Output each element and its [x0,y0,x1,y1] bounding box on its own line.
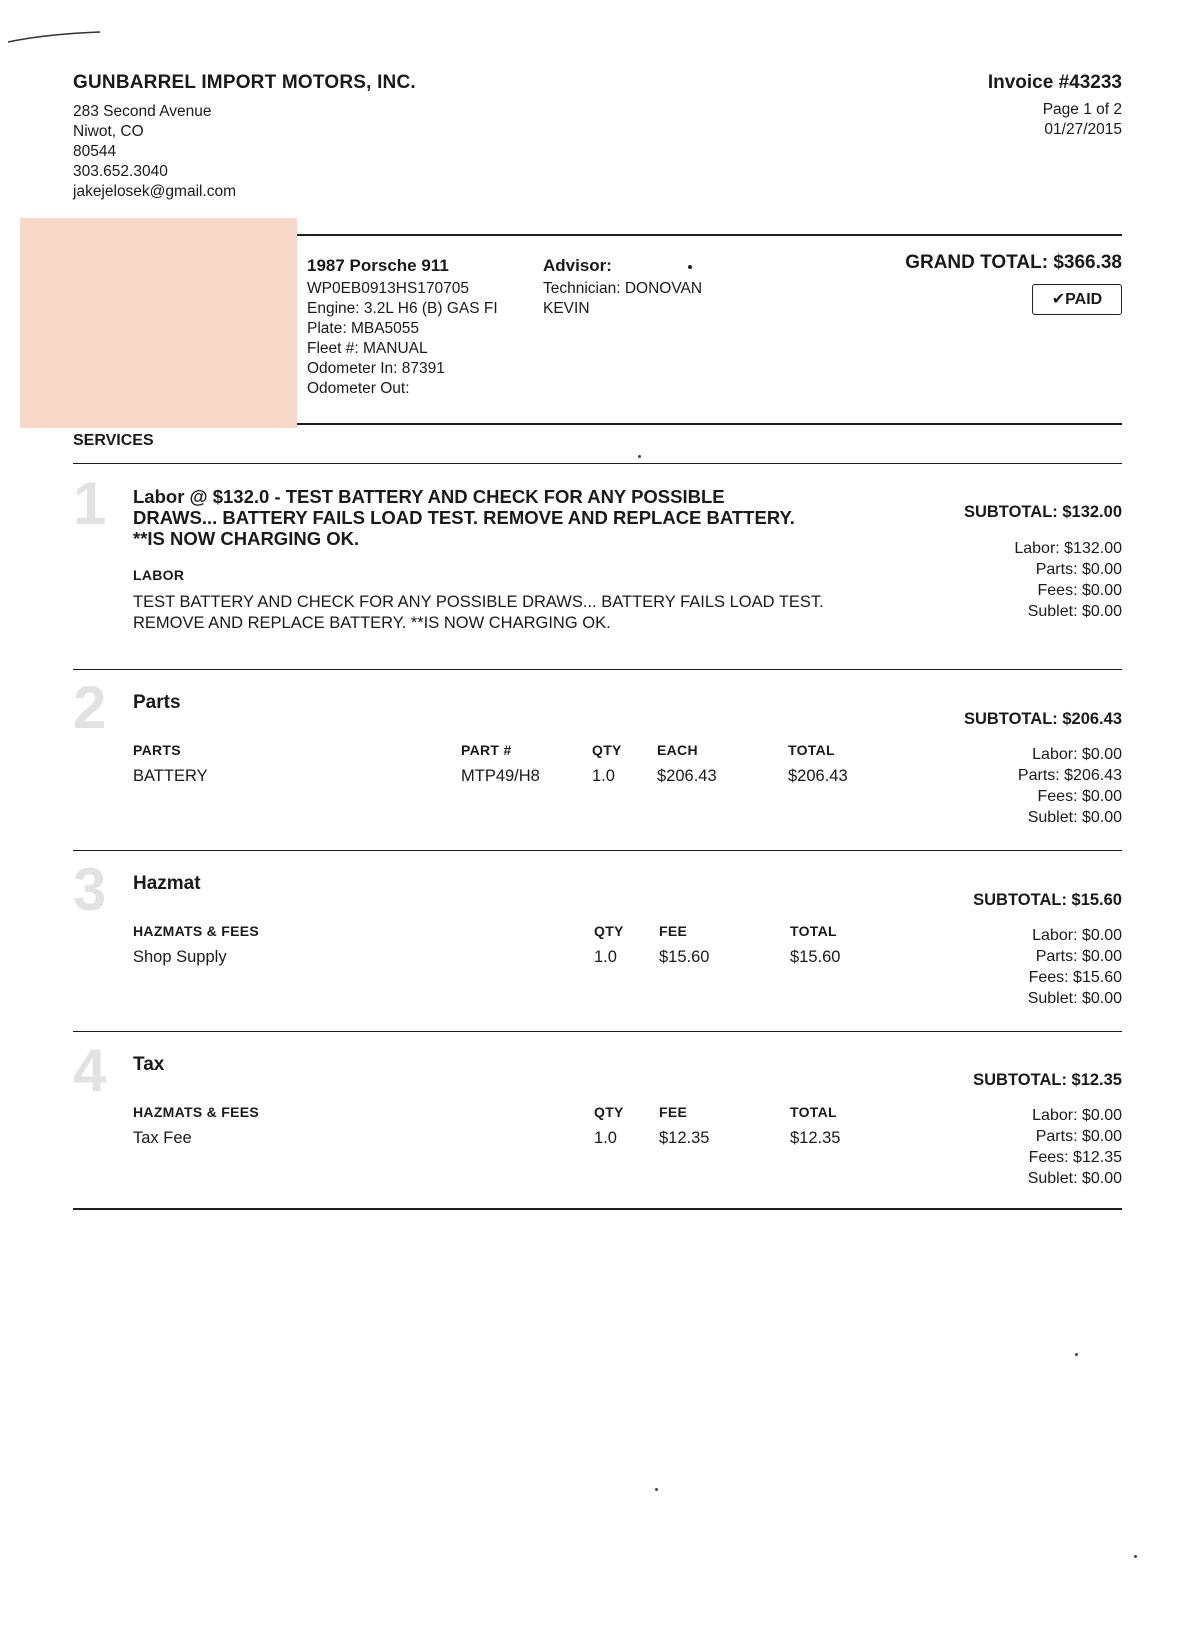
divider [73,850,1122,851]
service-subtotal: SUBTOTAL: $132.00 [963,503,1122,521]
part-name: BATTERY [133,767,208,785]
part-number: MTP49/H8 [461,767,540,785]
paid-label: PAID [1065,291,1103,308]
part-each: $206.43 [657,767,717,785]
column-header-hazmats-fees: HAZMATS & FEES [133,1104,260,1120]
breakdown-parts: Parts: $0.00 [1035,1128,1122,1145]
labor-title-line: Labor @ $132.0 - TEST BATTERY AND CHECK FOR ANY POSSIBLE [133,486,725,507]
divider [297,423,1122,425]
labor-title-line: **IS NOW CHARGING OK. [133,528,360,549]
service-breakdown [1014,538,1122,622]
breakdown-fees: Fees: $0.00 [1037,788,1122,805]
service-title: Tax [133,1054,165,1075]
company-name: GUNBARREL IMPORT MOTORS, INC. [73,72,416,93]
service-breakdown [1018,744,1122,828]
email-address: jakejelosek@gmail.com [73,183,237,200]
column-header-total: TOTAL [790,923,837,939]
labor-title-line: DRAWS... BATTERY FAILS LOAD TEST. REMOVE AND REPLACE BATTERY. [133,507,795,528]
fee-qty: 1.0 [594,1129,617,1147]
service-number: 2 [73,674,107,741]
divider [73,463,1122,464]
vehicle-info [307,256,498,399]
service-subtotal: SUBTOTAL: $206.43 [963,710,1122,728]
vehicle-plate: Plate: MBA5055 [307,320,420,337]
vehicle-fleet: Fleet #: MANUAL [307,340,428,357]
staff-info [543,256,702,319]
service-number: 3 [73,856,107,923]
breakdown-parts: Parts: $0.00 [1035,561,1122,578]
fee-name: Tax Fee [133,1129,192,1147]
service-subtotal: SUBTOTAL: $15.60 [973,891,1122,909]
service-number: 4 [73,1037,107,1104]
zip-code: 80544 [73,143,117,160]
breakdown-parts: Parts: $206.43 [1017,767,1122,784]
service-number: 1 [73,470,107,537]
fee-name: Shop Supply [133,948,227,966]
fee-amount: $12.35 [659,1129,710,1147]
breakdown-sublet: Sublet: $0.00 [1027,990,1122,1007]
divider [297,234,1122,236]
breakdown-fees: Fees: $12.35 [1028,1149,1122,1166]
stray-dot [688,265,692,269]
labor-section-label: LABOR [133,567,185,583]
vehicle-engine: Engine: 3.2L H6 (B) GAS FI [307,300,498,317]
labor-description [133,592,913,634]
fee-qty: 1.0 [594,948,617,966]
column-header-qty: QTY [594,1104,624,1120]
advisor-label: Advisor: [543,256,612,275]
labor-description-line: TEST BATTERY AND CHECK FOR ANY POSSIBLE DRAWS... BATTERY FAILS LOAD TEST. [133,593,824,611]
column-header-total: TOTAL [788,742,835,758]
city-state: Niwot, CO [73,123,144,140]
paid-badge [1032,284,1122,315]
column-header-each: EACH [657,742,698,758]
redacted-customer-block [20,218,297,428]
labor-description-line: REMOVE AND REPLACE BATTERY. **IS NOW CHARGING OK. [133,614,611,632]
breakdown-fees: Fees: $0.00 [1037,582,1122,599]
vehicle-title: 1987 Porsche 911 [307,256,449,275]
breakdown-labor: Labor: $0.00 [1032,927,1122,944]
vehicle-vin: WP0EB0913HS170705 [307,280,470,297]
service-title: Hazmat [133,873,201,894]
labor-title [133,486,913,549]
service-breakdown [1028,925,1122,1009]
technician-line-2: KEVIN [543,300,590,317]
breakdown-sublet: Sublet: $0.00 [1027,809,1122,826]
speck [655,1488,658,1491]
service-subtotal: SUBTOTAL: $12.35 [973,1071,1122,1089]
page-indicator: Page 1 of 2 [1042,101,1122,118]
invoice-date: 01/27/2015 [1044,121,1122,138]
speck [638,455,641,458]
fee-amount: $15.60 [659,948,710,966]
column-header-hazmats-fees: HAZMATS & FEES [133,923,260,939]
breakdown-sublet: Sublet: $0.00 [1027,603,1122,620]
breakdown-labor: Labor: $132.00 [1014,540,1122,557]
column-header-parts: PARTS [133,742,181,758]
pen-stroke-mark [6,30,102,44]
divider [73,1208,1122,1210]
divider [73,1031,1122,1032]
breakdown-fees: Fees: $15.60 [1028,969,1122,986]
speck [1134,1555,1137,1558]
technician-line: Technician: DONOVAN [543,280,703,297]
company-address [73,102,236,202]
phone-number: 303.652.3040 [73,163,168,180]
breakdown-sublet: Sublet: $0.00 [1027,1170,1122,1187]
odometer-in: Odometer In: 87391 [307,360,445,377]
invoice-number: Invoice #43233 [987,72,1122,93]
column-header-fee: FEE [659,1104,688,1120]
address-line: 283 Second Avenue [73,103,212,120]
column-header-part-number: PART # [461,742,512,758]
odometer-out: Odometer Out: [307,380,410,397]
part-qty: 1.0 [592,767,615,785]
part-total: $206.43 [788,767,848,785]
column-header-total: TOTAL [790,1104,837,1120]
breakdown-labor: Labor: $0.00 [1032,1107,1122,1124]
service-breakdown [1028,1105,1122,1189]
invoice-header [988,72,1122,140]
divider [73,669,1122,670]
fee-total: $12.35 [790,1129,841,1147]
speck [1075,1353,1078,1356]
breakdown-labor: Labor: $0.00 [1032,746,1122,763]
service-title: Parts [133,692,181,713]
services-heading: SERVICES [73,432,154,449]
column-header-qty: QTY [592,742,622,758]
column-header-qty: QTY [594,923,624,939]
breakdown-parts: Parts: $0.00 [1035,948,1122,965]
fee-total: $15.60 [790,948,841,966]
column-header-fee: FEE [659,923,688,939]
grand-total: GRAND TOTAL: $366.38 [905,252,1122,273]
check-icon: ✔ [1051,291,1066,308]
